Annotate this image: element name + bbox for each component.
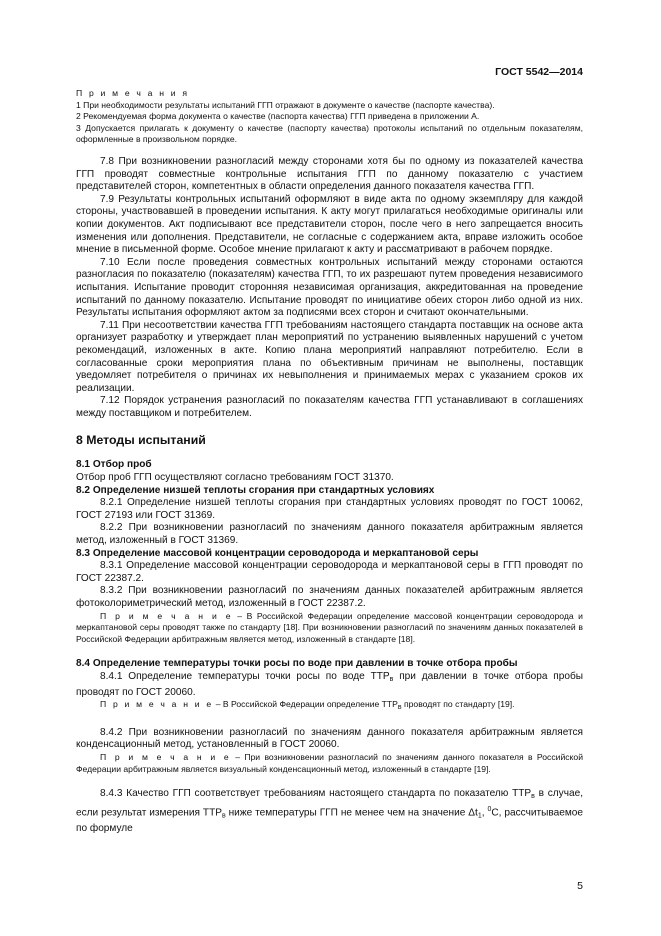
paragraph-8-2-2: 8.2.2 При возникновении разногласий по значениям данного показателя арбитражным является метод, изложенный в ГОСТ 31369. [76,522,583,547]
text-fragment: 8.4.3 Качество ГГП соответствует требованиям настоящего стандарта по показателю ТТР [100,788,532,800]
text-fragment: проводят по стандарту [19]. [401,699,515,710]
paragraph-8-4-3 [76,788,583,835]
note-item-2: 2 Рекомендуемая форма документа о качестве (паспорта качества) ГГП приведена в приложении А. [76,111,480,121]
section-8-4-title: 8.4 Определение температуры точки росы по воде при давлении в точке отбора пробы [76,658,518,670]
note-8-3 [76,611,583,646]
text-fragment: 8.4.1 Определение температуры точки росы по воде ТТР [100,670,390,682]
paragraph-7-9: 7.9 Результаты контрольных испытаний оформляют в виде акта по одному экземпляру для каждой стороны, участвовавшей в проведении испытания. К акту могут прилагаться необходимые оригиналы или копии документов. Акт подписывают все представители сторон, после чего в него запрещается вносить изменения или дополнения. Представители, не согласные с содержанием акта, вправе изложить особое мнение в письменной форме. Особое мнение прилагают к акту и рассматривают в рабочем порядке. [76,193,583,256]
section-8-title: 8 Методы испытаний [76,433,206,448]
subscript: в [531,793,535,801]
note-label: П р и м е ч а н и е [100,751,231,762]
paragraph-7-10: 7.10 Если после проведения совместных контрольных испытаний между сторонами остаются разногласия по показателю (показателям) качества ГГП, то их разрешают путем проведения независимого испытания. Испытание проводит сторонняя независимая организация, аккредитованная на проведение испытаний по данному показателю. Испытание проводят по инициативе обеих сторон либо одной из них. Результаты испытания оформляют актом за подписями всех сторон и считают окончательными. [76,256,583,319]
note-8-4-2 [76,752,583,775]
paragraph-7-12: 7.12 Порядок устранения разногласий по показателям качества ГГП устанавливают в соглашениях между поставщиком и потребителем. [76,395,583,419]
text-fragment: С, рассчитываемое по формуле [76,807,583,834]
note-8-4-1 [76,699,583,714]
subscript: 1 [477,812,482,820]
paragraph-8-3-2: 8.3.2 При возникновении разногласий по значениям данных показателей арбитражным является фотоколориметрический метод, изложенный в ГОСТ 22387.2. [76,585,583,609]
text-fragment: – При возникновении разногласий по значениям данного показателя в Российской Федерации арбитражным является визуальный конденсационный метод, изложенный в стандарте [19]. [76,751,583,774]
text-fragment: ниже температуры ГГП не менее чем на значение Δt [225,807,478,819]
section-8-2-title: 8.2 Определение низшей теплоты сгорания при стандартных условиях [76,484,435,496]
note-label: П р и м е ч а н и е [100,610,233,621]
note-8-3-text: – В Российской Федерации определение массовой концентрации сероводорода и меркаптановой серы проводят также по стандарту [18]. При возникновении разногласий по значениям данных показателей в Российской Федерации арбитражным является метод, изложенный в стандарте [18]. [76,610,583,644]
page-number: 5 [577,880,583,892]
text-fragment: , [481,807,488,819]
subscript: в [397,704,402,712]
paragraph-8-4-1 [76,671,583,699]
note-item-1: 1 При необходимости результаты испытаний ГГП отражают в документе о качестве (паспорте качества). [76,99,495,110]
text-fragment: – В Российской Федерации определение ТТР [213,699,398,710]
note-item-3: 3 Допускается прилагать к документу о качестве (паспорту качества) протоколы испытаний по отдельным показателям, оформленные в произвольном порядке. [76,122,583,144]
section-8-1-title: 8.1 Отбор проб [76,459,152,471]
text-fragment: при давлении в точке отбора пробы проводят по ГОСТ 20060. [76,670,583,698]
note-label: П р и м е ч а н и е [100,699,214,710]
main-content [76,156,583,835]
paragraph-7-11: 7.11 При несоответствии качества ГГП требованиям настоящего стандарта поставщик на основе акта организует разработку и утверждает план мероприятий по устранению выявленных нарушений с учетом рекомендаций, изложенных в акте. Копию плана мероприятий направляют потребителю. Если в согласованные сроки мероприятия плана по объективным причинам не выполнены, поставщик уведомляет потребителя о причинах их невыполнения и принимаемых мерах с указанием сроков их реализации. [76,319,583,394]
notes-top [76,88,583,146]
paragraph-8-3-1: 8.3.1 Определение массовой концентрации сероводорода и меркаптановой серы в ГГП проводят по ГОСТ 22387.2. [76,560,583,584]
section-8-1-text: Отбор проб ГГП осуществляют согласно требованиям ГОСТ 31370. [76,472,394,484]
subscript: в [221,812,226,820]
document-code: ГОСТ 5542—2014 [495,66,583,78]
paragraph-8-2-1: 8.2.1 Определение низшей теплоты сгорания при стандартных условиях проводят по ГОСТ 10062, ГОСТ 27193 или ГОСТ 31369. [76,497,583,521]
superscript: 0 [487,805,492,813]
notes-title: П р и м е ч а н и я [76,88,190,98]
subscript: в [389,675,394,683]
section-8-3-title: 8.3 Определение массовой концентрации сероводорода и меркаптановой серы [76,547,479,559]
text-fragment: в случае, если результат измерения ТТР [76,788,583,819]
paragraph-8-4-2: 8.4.2 При возникновении разногласий по значениям данного показателя арбитражным является конденсационный метод, установленный в ГОСТ 20060. [76,726,583,751]
paragraph-7-8: 7.8 При возникновении разногласий между сторонами хотя бы по одному из показателей качества ГГП проводят совместные контрольные испытания ГГП по данному показателю с участием представителей сторон, компетентных в области определения данного показателя качества ГГП. [76,156,583,193]
